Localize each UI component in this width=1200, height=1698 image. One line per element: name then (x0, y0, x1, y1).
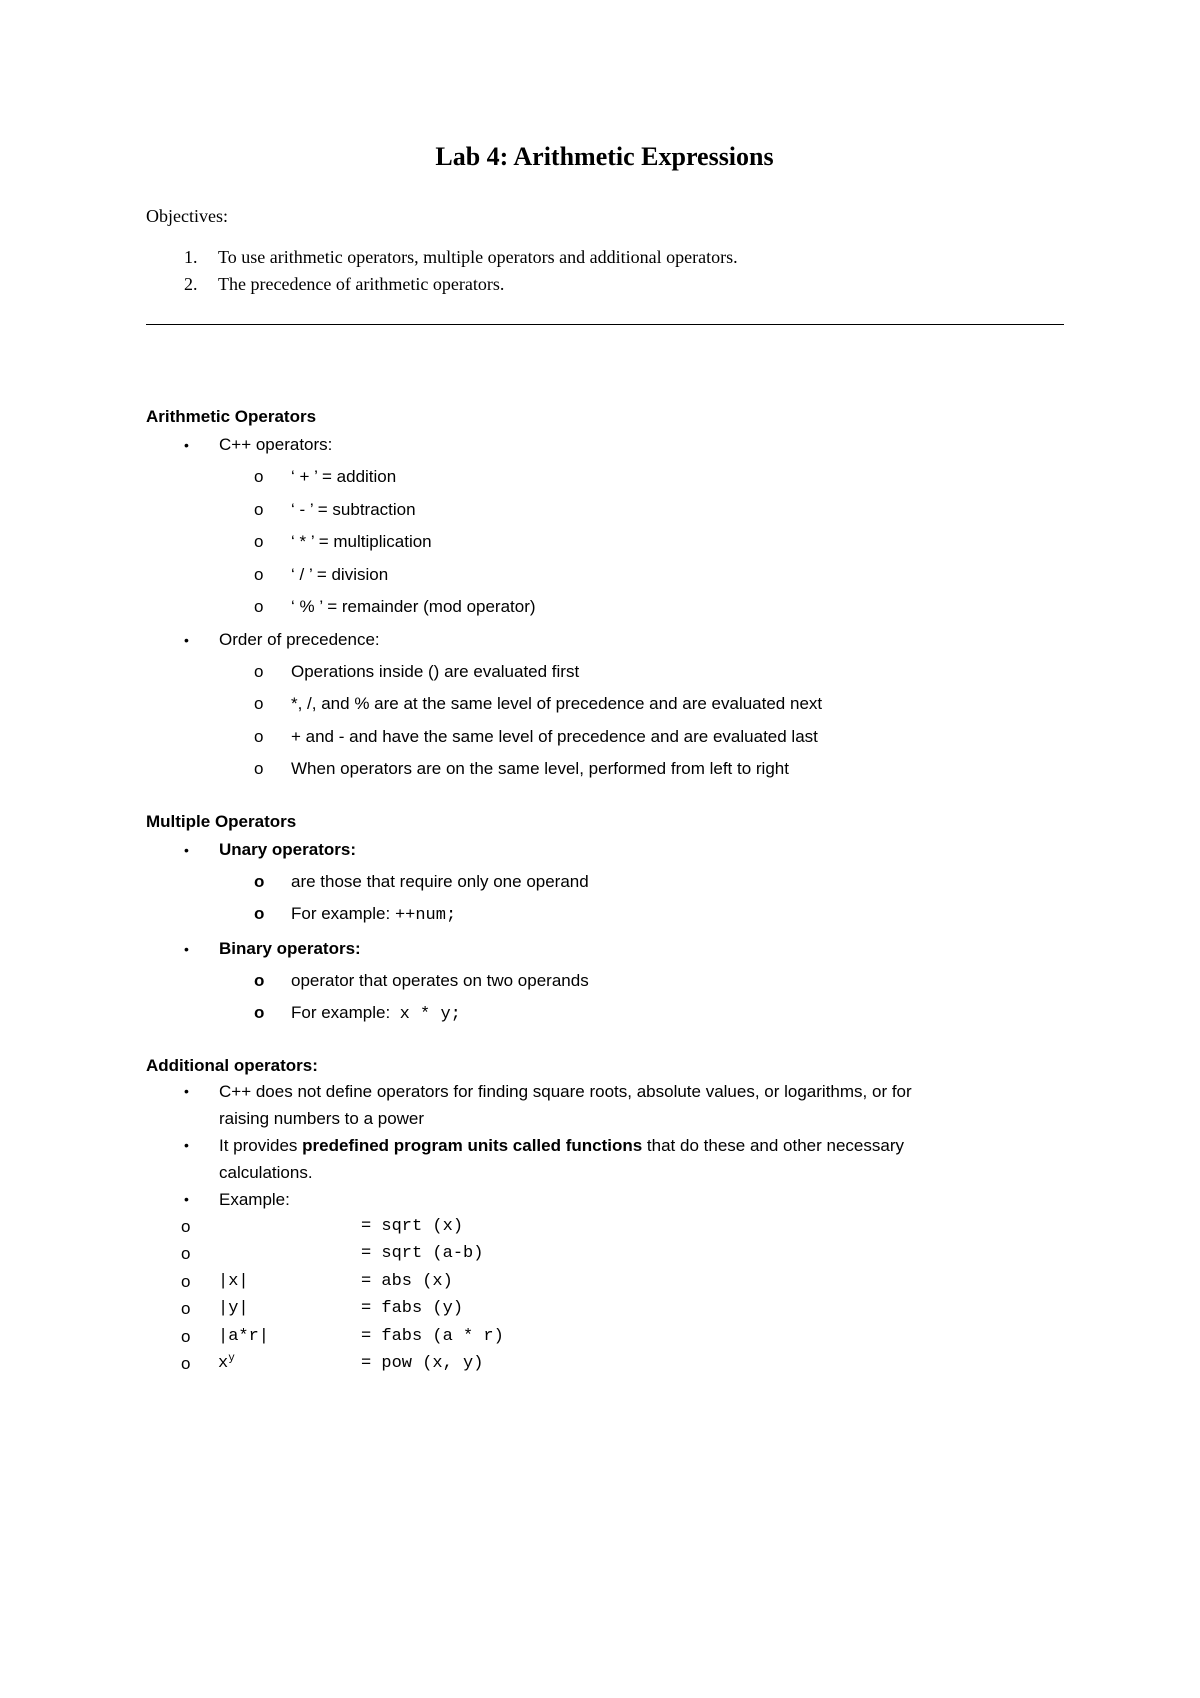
list-item (219, 526, 1063, 559)
list-item (219, 656, 1063, 689)
section-heading-additional: Additional operators: (146, 1055, 318, 1075)
cpp-operators-label: C++ operators: (219, 435, 333, 454)
sub-bullet-icon: o (254, 661, 264, 681)
sub-bullet-icon: o (254, 904, 265, 923)
sub-bullet-icon: o (254, 871, 265, 891)
objective-item (146, 271, 1063, 298)
sub-bullet-icon: o (254, 1003, 265, 1022)
p2-post: that do these and other necessary (642, 1135, 904, 1155)
section-heading-multiple: Multiple Operators (146, 811, 297, 831)
page-title: Lab 4: Arithmetic Expressions (435, 142, 774, 171)
list-item (219, 461, 1063, 494)
sub-bullet-icon: o (254, 597, 264, 616)
objective-text: The precedence of arithmetic operators. (218, 274, 505, 294)
example-label: Example: (219, 1189, 290, 1209)
unary-description: are those that require only one operand (291, 871, 589, 891)
sub-bullet-icon: o (254, 532, 264, 551)
objective-item (146, 244, 1063, 271)
list-item (146, 1078, 1063, 1132)
bullet-icon: • (184, 1082, 189, 1099)
bullet-icon: • (184, 631, 189, 648)
sub-bullet-icon: o (254, 694, 264, 713)
order-item: *, /, and % are at the same level of precedence and are evaluated next (291, 694, 823, 713)
list-item (146, 429, 1063, 624)
section-heading-arithmetic: Arithmetic Operators (146, 407, 317, 426)
example-row (146, 1240, 1063, 1268)
unary-example-code: ++num; (394, 906, 457, 925)
example-row (146, 1350, 1063, 1378)
binary-example-code: x * y; (399, 1005, 461, 1024)
p2-bold: predefined program units called functions (302, 1135, 643, 1155)
objectives-label: Objectives: (146, 206, 228, 226)
multiple-list (146, 834, 1063, 1032)
binary-sublist (219, 965, 1063, 1032)
bullet-icon: • (184, 841, 189, 858)
order-sublist (219, 656, 1063, 786)
order-item: + and - and have the same level of precedence and are evaluated last (291, 726, 818, 746)
additional-paragraph-2 (219, 1132, 1063, 1159)
arithmetic-list (146, 429, 1063, 786)
p2-pre: It provides (219, 1135, 303, 1155)
list-item (146, 834, 1063, 933)
unary-label: Unary operators: (219, 839, 356, 859)
list-item (219, 591, 1063, 624)
list-item (219, 721, 1063, 754)
additional-paragraph-2-cont: calculations. (219, 1162, 313, 1182)
sub-bullet-icon: o (181, 1326, 191, 1346)
binary-example-label: For example: (291, 1003, 391, 1022)
example-row (146, 1323, 1063, 1351)
example-left: |a*r| (218, 1326, 270, 1346)
order-item: Operations inside () are evaluated first (291, 661, 580, 681)
additional-paragraph-1-cont: raising numbers to a power (219, 1108, 425, 1128)
additional-paragraph-1: C++ does not define operators for finding square roots, absolute values, or logarithms, or for (219, 1081, 912, 1101)
example-base: x (218, 1354, 229, 1373)
sub-bullet-icon: o (254, 726, 264, 746)
list-item (146, 1132, 1063, 1186)
bullet-icon: • (184, 1136, 189, 1153)
example-left: |x| (218, 1271, 249, 1291)
examples-table (146, 1213, 1063, 1378)
example-right: = fabs (y) (361, 1299, 464, 1318)
operator-item: ‘ + ’ = addition (291, 467, 397, 486)
sub-bullet-icon: o (181, 1216, 191, 1236)
example-right: = fabs (a * r) (361, 1326, 504, 1346)
horizontal-divider (146, 324, 1064, 325)
operator-item: ‘ * ’ = multiplication (291, 532, 432, 551)
sub-bullet-icon: o (254, 970, 265, 990)
example-exponent: y (228, 1352, 235, 1365)
example-right: = pow (x, y) (361, 1354, 484, 1373)
operator-item: ‘ / ’ = division (291, 564, 389, 584)
bullet-icon: • (184, 940, 189, 957)
binary-description: operator that operates on two operands (291, 970, 589, 990)
sub-bullet-icon: o (181, 1244, 191, 1263)
sub-bullet-icon: o (181, 1299, 191, 1318)
operator-item: ‘ - ’ = subtraction (291, 499, 416, 519)
operator-item: ‘ % ’ = remainder (mod operator) (291, 597, 536, 616)
example-row (146, 1213, 1063, 1241)
list-item (146, 1186, 1063, 1378)
example-left: |y| (218, 1299, 249, 1318)
order-item: When operators are on the same level, performed from left to right (291, 759, 789, 778)
list-item (146, 624, 1063, 786)
sub-bullet-icon: o (181, 1354, 191, 1373)
list-item (219, 965, 1063, 998)
example-right: = sqrt (x) (361, 1216, 464, 1236)
example-row (146, 1268, 1063, 1296)
list-item (219, 559, 1063, 592)
list-item (146, 933, 1063, 1032)
example-right: = abs (x) (361, 1271, 453, 1291)
unary-sublist (219, 866, 1063, 933)
objective-number: 2. (184, 274, 198, 294)
list-item (219, 898, 1063, 933)
sub-bullet-icon: o (181, 1271, 191, 1291)
sub-bullet-icon: o (254, 467, 264, 486)
objective-text: To use arithmetic operators, multiple operators and additional operators. (218, 247, 738, 267)
additional-list (146, 1078, 1063, 1378)
objective-number: 1. (184, 247, 198, 267)
binary-label: Binary operators: (219, 938, 361, 958)
sub-bullet-icon: o (254, 759, 264, 778)
objectives-list (146, 244, 1063, 298)
sub-bullet-icon: o (254, 564, 264, 584)
operators-sublist (219, 461, 1063, 624)
list-item (219, 494, 1063, 527)
order-label: Order of precedence: (219, 629, 380, 649)
example-right: = sqrt (a-b) (361, 1244, 484, 1263)
bullet-icon: • (184, 437, 189, 453)
unary-example-label: For example: (291, 904, 391, 923)
list-item (219, 753, 1063, 786)
list-item (219, 688, 1063, 721)
list-item (219, 997, 1063, 1032)
list-item (219, 866, 1063, 899)
example-row (146, 1295, 1063, 1323)
sub-bullet-icon: o (254, 499, 264, 519)
bullet-icon: • (184, 1190, 189, 1207)
example-left (218, 1350, 361, 1378)
